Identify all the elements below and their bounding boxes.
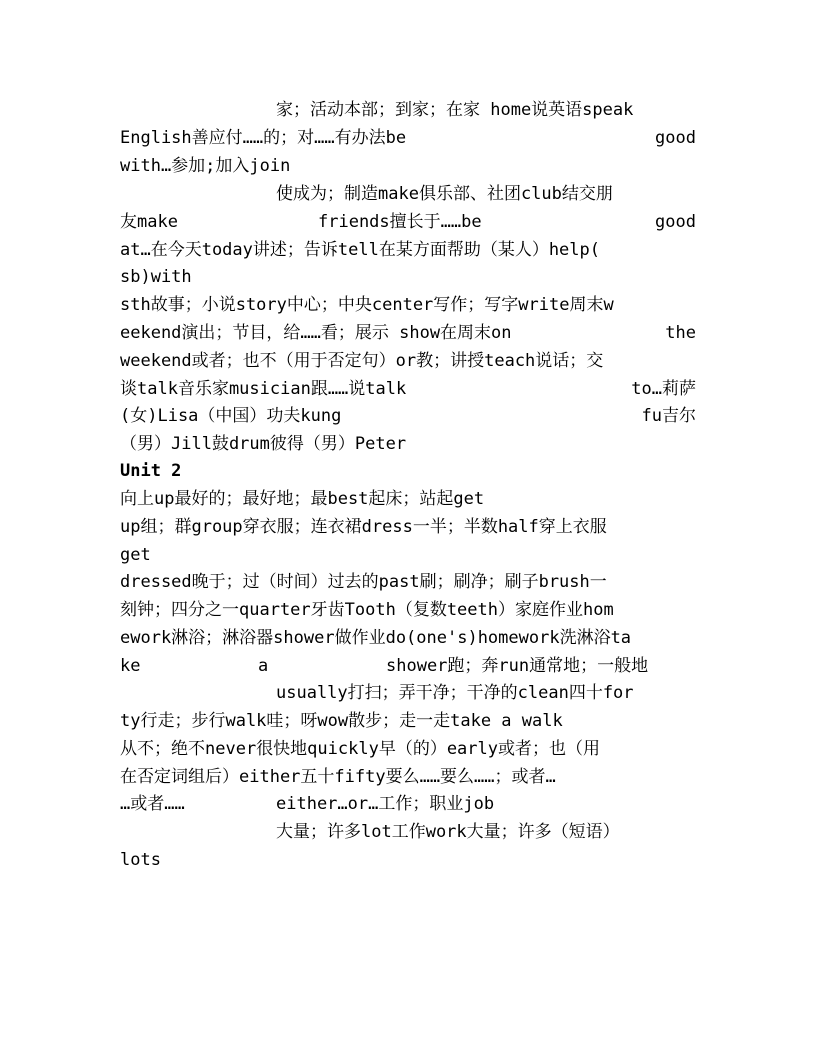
text-line: 使成为；制造make俱乐部、社团club结交朋: [276, 184, 613, 204]
text-segment: a: [258, 656, 269, 676]
text-segment: friends擅长于……be: [318, 212, 482, 232]
text-segment: to…莉萨: [631, 379, 696, 399]
text-segment: 谈talk音乐家musician跟……说talk: [120, 379, 407, 399]
text-segment: …或者……: [120, 794, 185, 814]
text-segment: the: [665, 323, 696, 343]
text-line: weekend或者；也不（用于否定句）or教；讲授teach说话；交: [120, 351, 604, 371]
text-segment: shower跑；奔run通常地；一般地: [386, 656, 649, 676]
text-segment: ke: [120, 656, 141, 676]
text-line: 向上up最好的；最好地；最best起床；站起get: [120, 489, 485, 509]
text-segment: English善应付……的；对……有办法be: [120, 128, 407, 148]
text-line: with…参加;加入join: [120, 156, 291, 176]
text-line: [120, 793, 696, 815]
text-line: 刻钟；四分之一quarter牙齿Tooth（复数teeth）家庭作业hom: [120, 600, 614, 620]
text-line: [120, 211, 696, 233]
text-line: lots: [120, 850, 161, 870]
text-line: 大量；许多lot工作work大量；许多（短语）: [276, 822, 620, 842]
text-segment: eekend演出；节目，给……看；展示 show在周末on: [120, 323, 512, 343]
text-line: dressed晚于；过（时间）过去的past刷；刷净；刷子brush一: [120, 572, 607, 592]
text-line: [120, 405, 696, 427]
text-line: ty行走；步行walk哇；呀wow散步；走一走take a walk: [120, 711, 563, 731]
text-line: [120, 322, 696, 344]
text-line: [120, 655, 696, 677]
text-line: （男）Jill鼓drum彼得（男）Peter: [120, 434, 407, 454]
text-segment: good: [655, 212, 696, 232]
text-segment: either…or…工作；职业job: [276, 794, 495, 814]
text-segment: good: [655, 128, 696, 148]
text-line: sb)with: [120, 267, 192, 287]
text-line: sth故事；小说story中心；中央center写作；写字write周末w: [120, 295, 614, 315]
text-line: get: [120, 545, 151, 565]
text-segment: fu吉尔: [641, 406, 696, 426]
text-segment: 友make: [120, 212, 178, 232]
text-line: [120, 127, 696, 149]
text-line: 在否定词组后）either五十fifty要么……要么……；或者…: [120, 767, 556, 787]
text-line: usually打扫；弄干净；干净的clean四十for: [276, 683, 634, 703]
section-heading: Unit 2: [120, 461, 182, 481]
text-line: 从不；绝不never很快地quickly早（的）early或者；也（用: [120, 739, 600, 759]
text-line: 家；活动本部；到家；在家 home说英语speak: [276, 100, 634, 120]
text-line: ework淋浴；淋浴器shower做作业do(one's)homework洗淋浴ta: [120, 628, 632, 648]
text-line: [120, 378, 696, 400]
text-line: up组；群group穿衣服；连衣裙dress一半；半数half穿上衣服: [120, 517, 607, 537]
text-line: at…在今天today讲述；告诉tell在某方面帮助（某人）help(: [120, 240, 600, 260]
text-segment: (女)Lisa（中国）功夫kung: [120, 406, 342, 426]
